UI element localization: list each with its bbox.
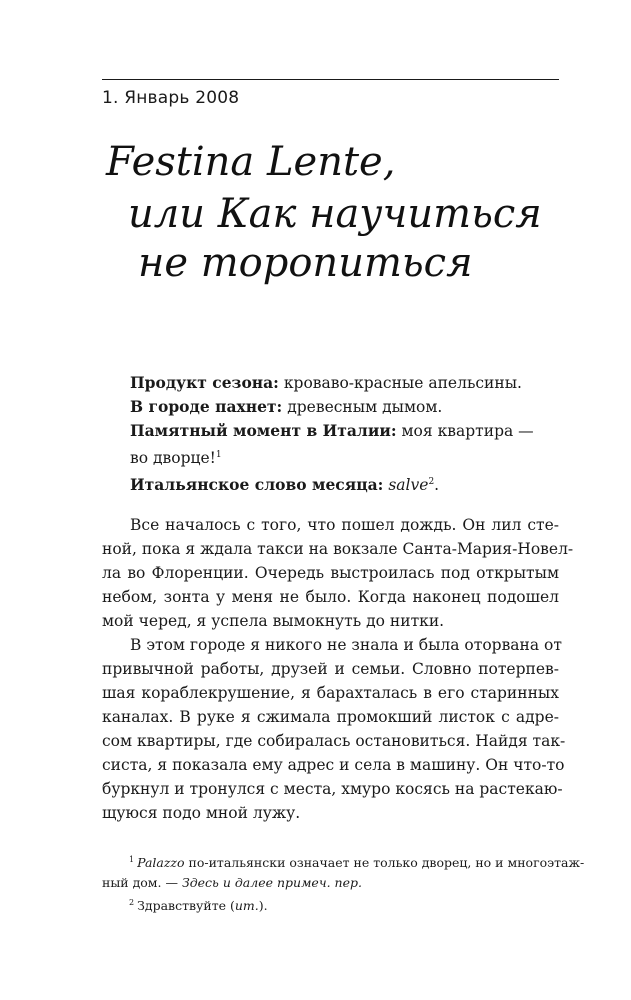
footnote-1	[102, 850, 585, 873]
body-line: В этом городе я никого не знала и была оторвана от	[130, 636, 562, 654]
title-line-1: Festina Lente,	[106, 139, 396, 185]
fact-product-value: кроваво-красные апельсины.	[283, 374, 522, 392]
fact-smell-label: В городе пахнет:	[130, 397, 283, 416]
fact-word-end: .	[434, 476, 440, 494]
chapter-heading: 1. Январь 2008	[102, 88, 240, 108]
fact-moment-label: Памятный момент в Италии:	[130, 421, 397, 440]
footnote-ref-1: 1	[215, 450, 222, 460]
footnote-1-term: Palazzo	[137, 855, 185, 870]
footnote-2-text: Здравствуйте (	[137, 898, 235, 913]
fact-smell-value: древесным дымом.	[287, 398, 443, 416]
footnote-1-text: по-итальянски означает не только дворец, но и многоэтаж-	[184, 855, 585, 870]
footnote-2-abbr: ит.	[234, 898, 259, 913]
footnote-1-cont	[102, 873, 559, 893]
season-facts	[130, 371, 560, 497]
fact-product-label: Продукт сезона:	[130, 373, 279, 392]
body-line: небом, зонта у меня не было. Когда наконец подошел	[102, 588, 559, 606]
body-line: Все началось с того, что пошел дождь. Он лил сте-	[130, 516, 559, 534]
body-line: шая кораблекрушение, я барахталась в его старинных	[102, 684, 559, 702]
body-line: каналах. В руке я сжимала промокший листок с адре-	[102, 708, 559, 726]
fact-moment-cont	[130, 443, 560, 470]
body-line: щуюся подо мной лужу.	[102, 804, 301, 822]
footnote-2	[102, 893, 559, 916]
fact-word	[130, 470, 560, 497]
fact-moment-value-2: во дворце!	[130, 449, 216, 467]
body-text	[102, 513, 574, 825]
title-line-3: не торопиться	[138, 240, 473, 286]
footnote-1-note: Здесь и далее примеч. пер.	[181, 875, 362, 890]
body-line: ной, пока я ждала такси на вокзале Санта-Мария-Новел-	[102, 540, 574, 558]
body-line: привычной работы, друзей и семьи. Словно потерпев-	[102, 660, 559, 678]
body-line: буркнул и тронулся с места, хмуро косясь на растекаю-	[102, 780, 563, 798]
fact-product	[130, 371, 560, 395]
body-line: систа, я показала ему адрес и села в машину. Он что-то	[102, 756, 565, 774]
footnote-1-mark: 1	[129, 855, 135, 864]
fact-moment	[130, 419, 560, 443]
footnote-2-mark: 2	[129, 898, 135, 907]
body-line: мой черед, я успела вымокнуть до нитки.	[102, 612, 445, 630]
fact-word-label: Итальянское слово месяца:	[130, 475, 384, 494]
header-rule	[102, 79, 559, 80]
footnotes	[102, 850, 585, 916]
fact-word-value: salve	[388, 476, 429, 494]
body-line: сом квартиры, где собиралась остановиться. Найдя так-	[102, 732, 566, 750]
body-line: ла во Флоренции. Очередь выстроилась под открытым	[102, 564, 559, 582]
fact-moment-value: моя квартира —	[401, 422, 534, 440]
footnote-ref-2: 2	[428, 477, 435, 487]
title-line-2: или Как научиться	[128, 191, 542, 237]
fact-smell	[130, 395, 560, 419]
footnote-2-end: ).	[258, 898, 268, 913]
footnote-1-text-2: ный дом. —	[102, 875, 182, 890]
